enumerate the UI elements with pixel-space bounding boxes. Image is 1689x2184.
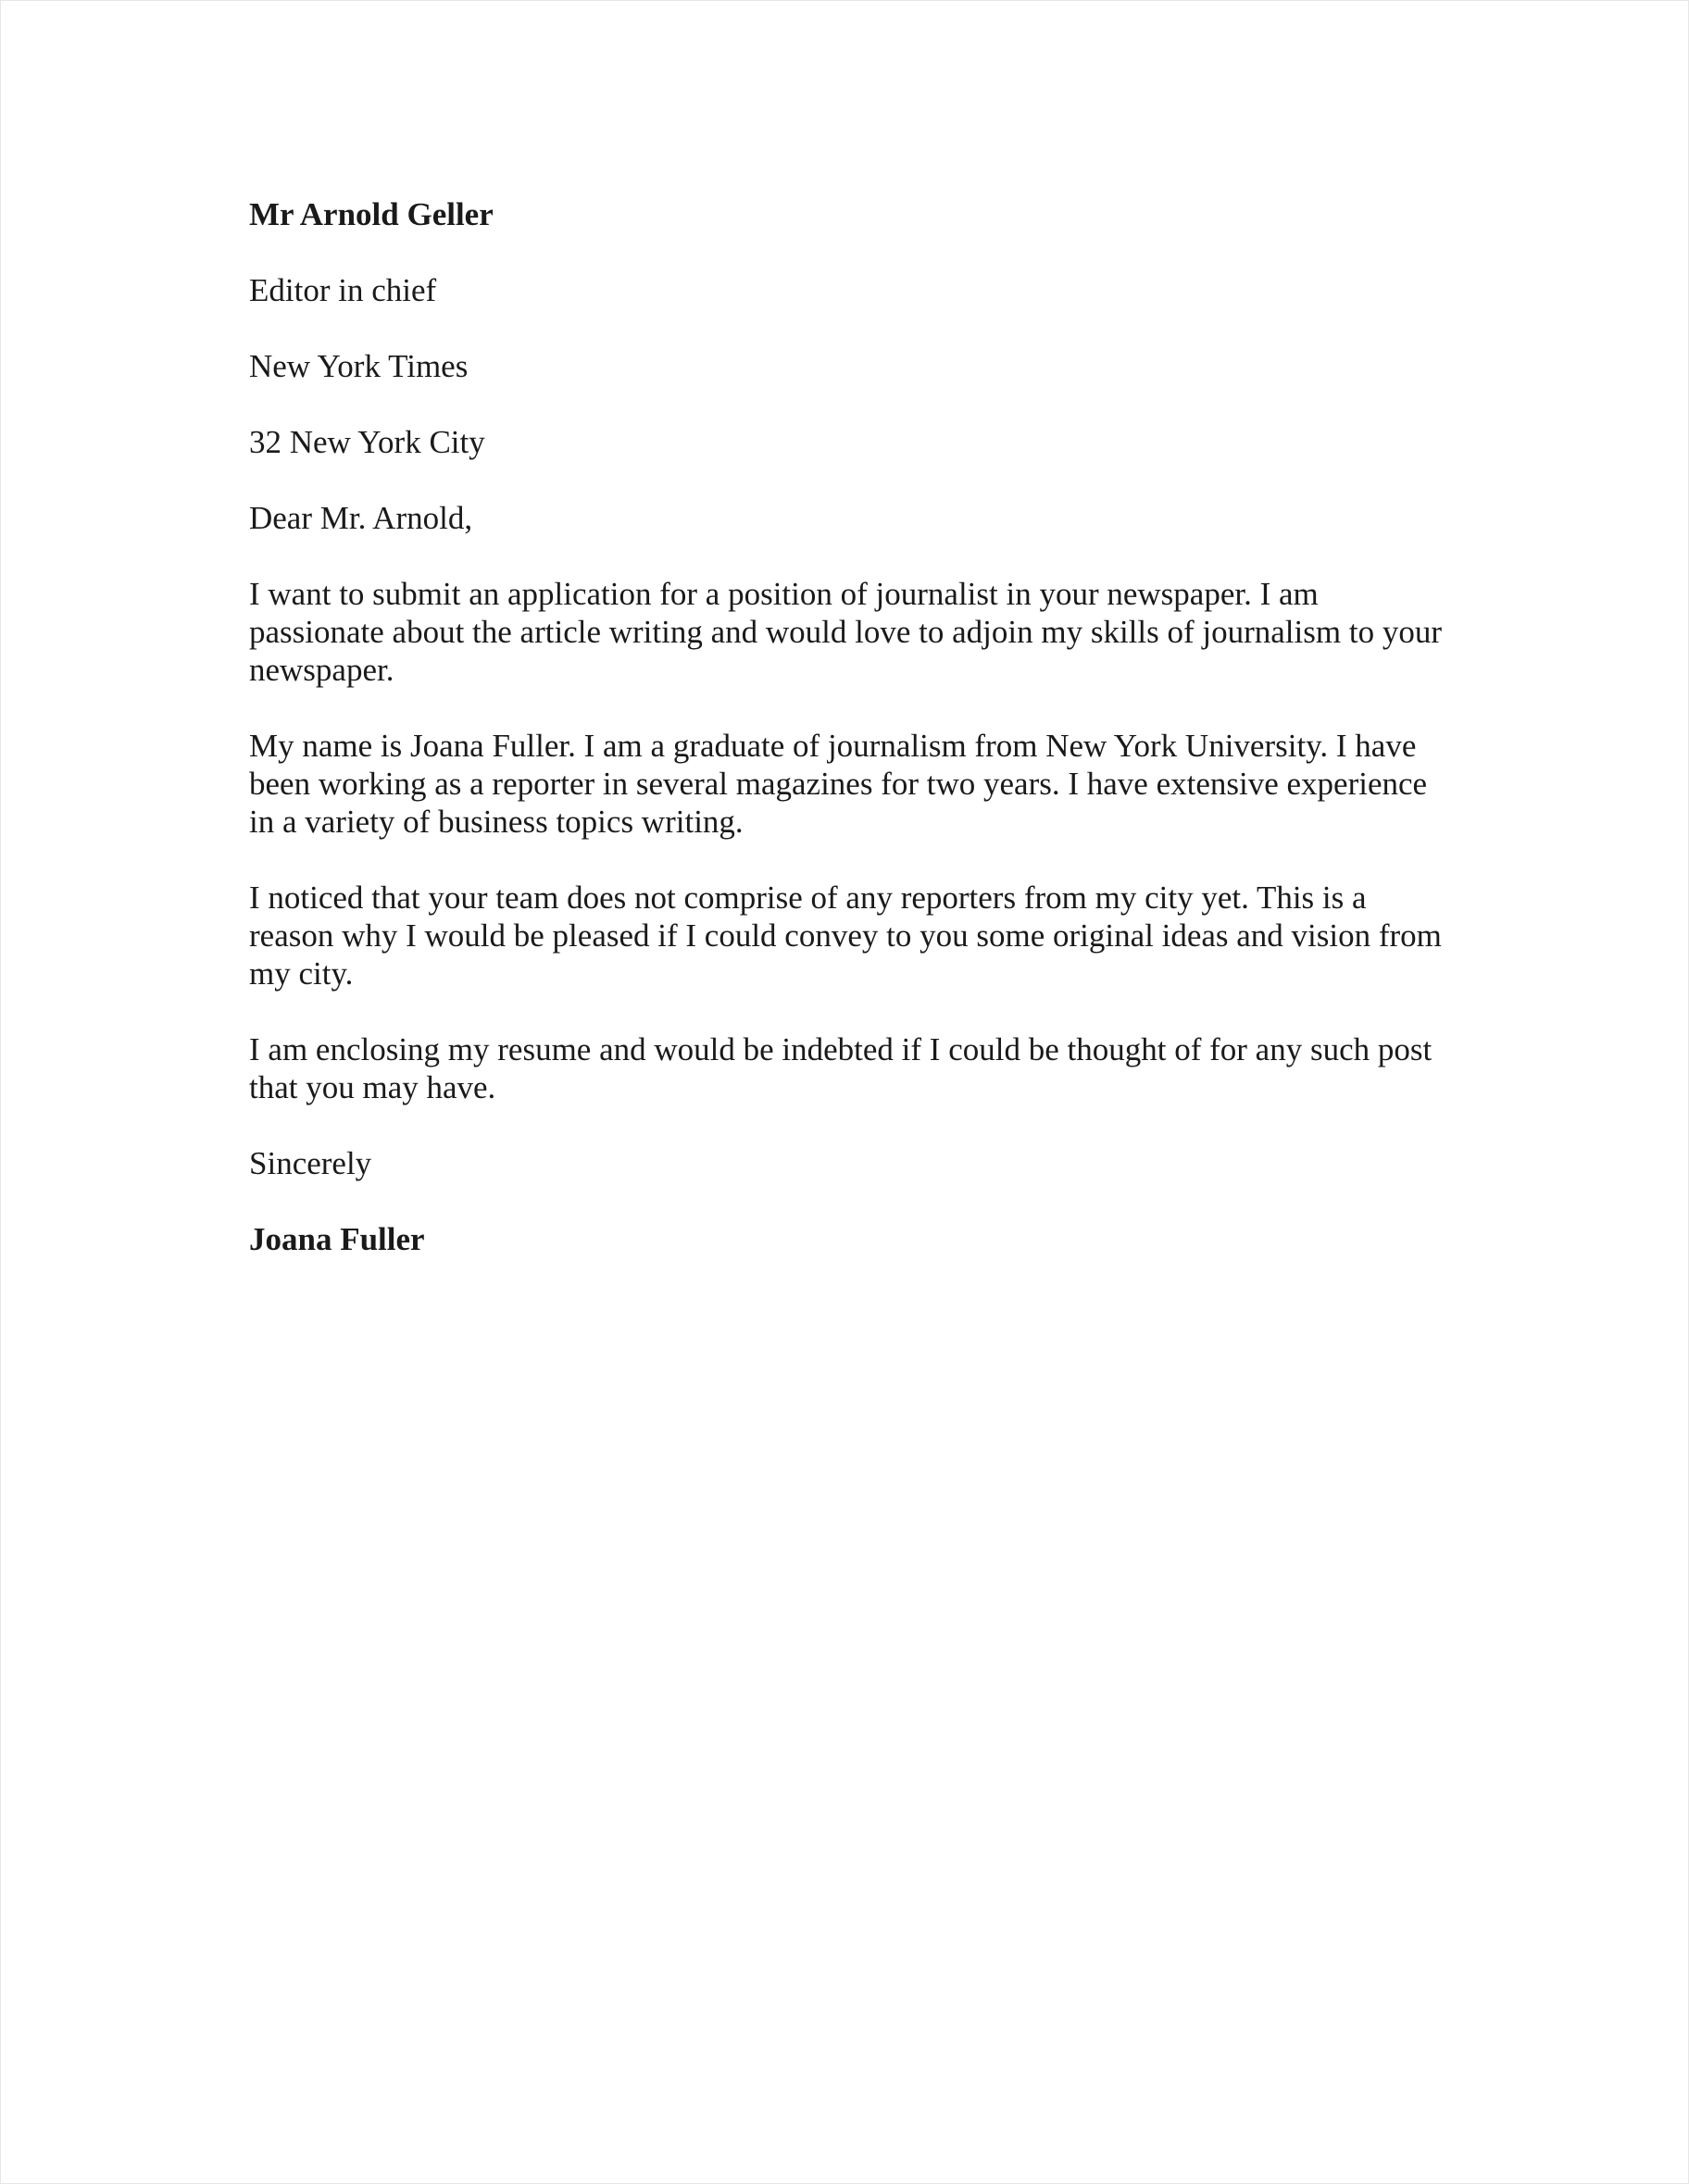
paragraph-3: I noticed that your team does not comprise of any reporters from my city yet. This is a reason why I would be pleased if I could convey to you some original ideas and vision from my city. <box>249 880 1442 992</box>
closing: Sincerely <box>249 1145 372 1181</box>
letter-body <box>249 195 1453 1296</box>
recipient-company: New York Times <box>249 348 469 384</box>
paragraph-1: I want to submit an application for a position of journalist in your newspaper. I am passionate about the article writing and would love to adjoin my skills of journalism to your newspaper. <box>249 576 1442 688</box>
salutation: Dear Mr. Arnold, <box>249 500 473 536</box>
recipient-title: Editor in chief <box>249 272 437 308</box>
signature-name: Joana Fuller <box>249 1221 425 1257</box>
paragraph-4: I am enclosing my resume and would be indebted if I could be thought of for any such post that you may have. <box>249 1031 1433 1105</box>
recipient-name: Mr Arnold Geller <box>249 196 494 232</box>
paragraph-2: My name is Joana Fuller. I am a graduate of journalism from New York University. I have been working as a reporter in several magazines for two years. I have extensive experience in a variety of business topics writing. <box>249 728 1428 840</box>
recipient-address: 32 New York City <box>249 424 485 460</box>
